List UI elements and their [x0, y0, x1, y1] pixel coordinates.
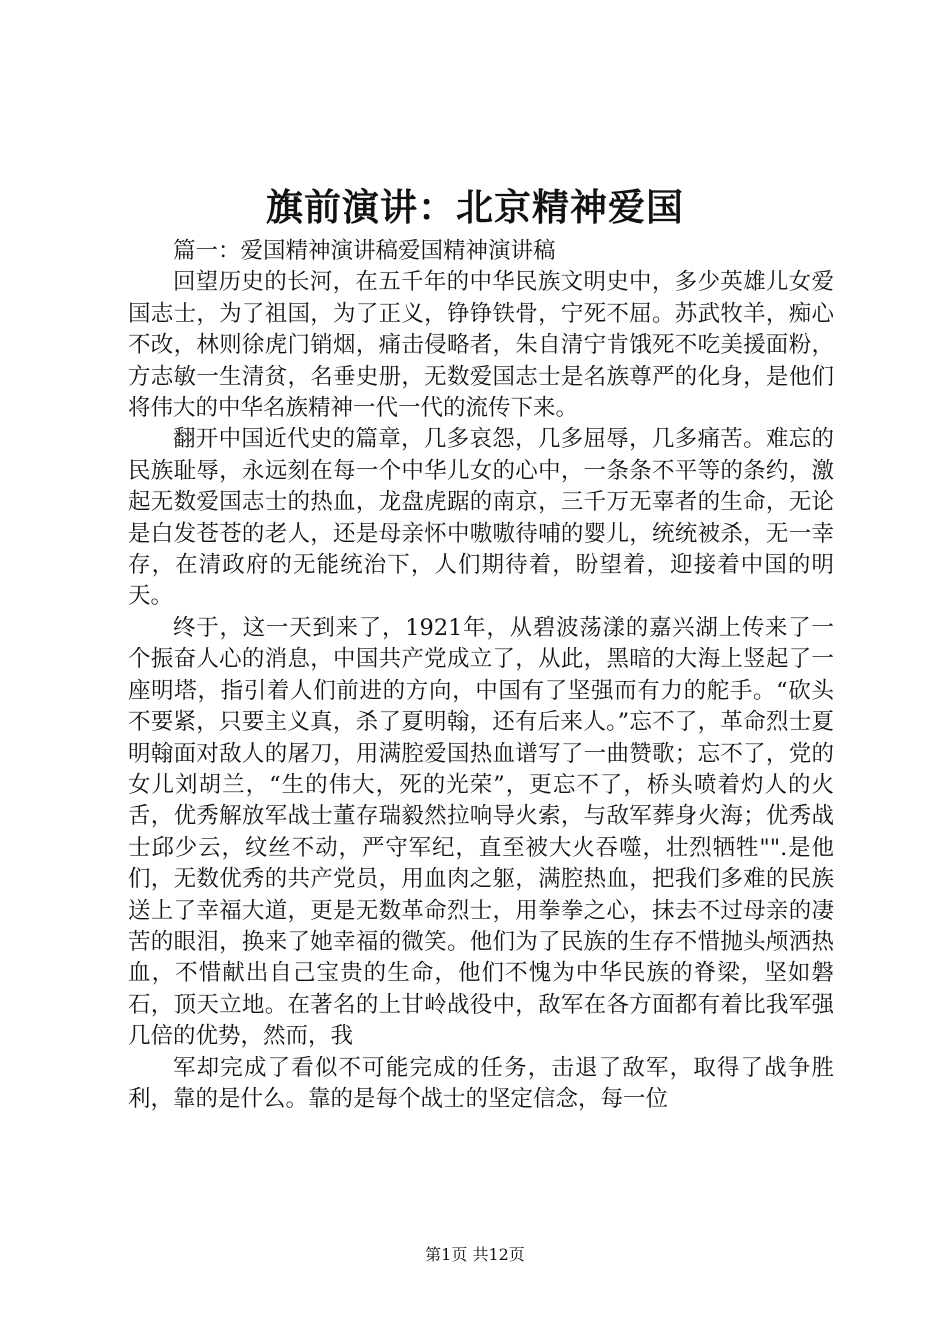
- page-footer: 第1页 共12页: [425, 1245, 525, 1264]
- paragraph: 终于，这一天到来了，1921年，从碧波荡漾的嘉兴湖上传来了一个振奋人心的消息，中国共产党成立了，从此，黑暗的大海上竖起了一座明塔，指引着人们前进的方向，中国有了坚强而有力的舵手。“砍头不要紧，只要主义真，杀了夏明翰，还有后来人。”忘不了，革命烈士夏明翰面对敌人的屠刀，用满腔爱国热血谱写了一曲赞歌；忘不了，党的女儿刘胡兰，“生的伟大，死的光荣”，更忘不了，桥头喷着灼人的火舌，优秀解放军战士董存瑞毅然拉响导火索，与敌军葬身火海；优秀战士邱少云，纹丝不动，严守军纪，直至被大火吞噬，壮烈牺牲"".是他们，无数优秀的共产党员，用血肉之躯，满腔热血，把我们多难的民族送上了幸福大道，更是无数革命烈士，用拳拳之心，抹去不过母亲的凄苦的眼泪，换来了她幸福的微笑。他们为了民族的生存不惜抛头颅洒热血，不惜献出自己宝贵的生命，他们不愧为中华民族的脊梁，坚如磐石，顶天立地。在著名的上甘岭战役中，敌军在各方面都有着比我军强几倍的优势，然而，我: [128, 614, 834, 1050]
- paragraph: 回望历史的长河，在五千年的中华民族文明史中，多少英雄儿女爱国志士，为了祖国，为了正义，铮铮铁骨，宁死不屈。苏武牧羊，痴心不改，林则徐虎门销烟，痛击侵略者，朱自清宁肯饿死不吃美援面粉，方志敏一生清贫，名垂史册，无数爱国志士是名族尊严的化身，是他们将伟大的中华名族精神一代一代的流传下来。: [128, 269, 834, 422]
- document-body: [128, 236, 834, 1115]
- paragraph-heading: 篇一：爱国精神演讲稿爱国精神演讲稿: [173, 238, 556, 264]
- paragraph: 翻开中国近代史的篇章，几多哀怨，几多屈辱，几多痛苦。难忘的民族耻辱，永远刻在每一个中华儿女的心中，一条条不平等的条约，激起无数爱国志士的热血，龙盘虎踞的南京，三千万无辜者的生命，无论是白发苍苍的老人，还是母亲怀中嗷嗷待哺的婴儿，统统被杀，无一幸存，在清政府的无能统治下，人们期待着，盼望着，迎接着中国的明天。: [128, 426, 834, 610]
- paragraph: 军却完成了看似不可能完成的任务，击退了敌军，取得了战争胜利，靠的是什么。靠的是每个战士的坚定信念，每一位: [128, 1054, 834, 1112]
- document-title: 旗前演讲：北京精神爱国: [266, 185, 684, 229]
